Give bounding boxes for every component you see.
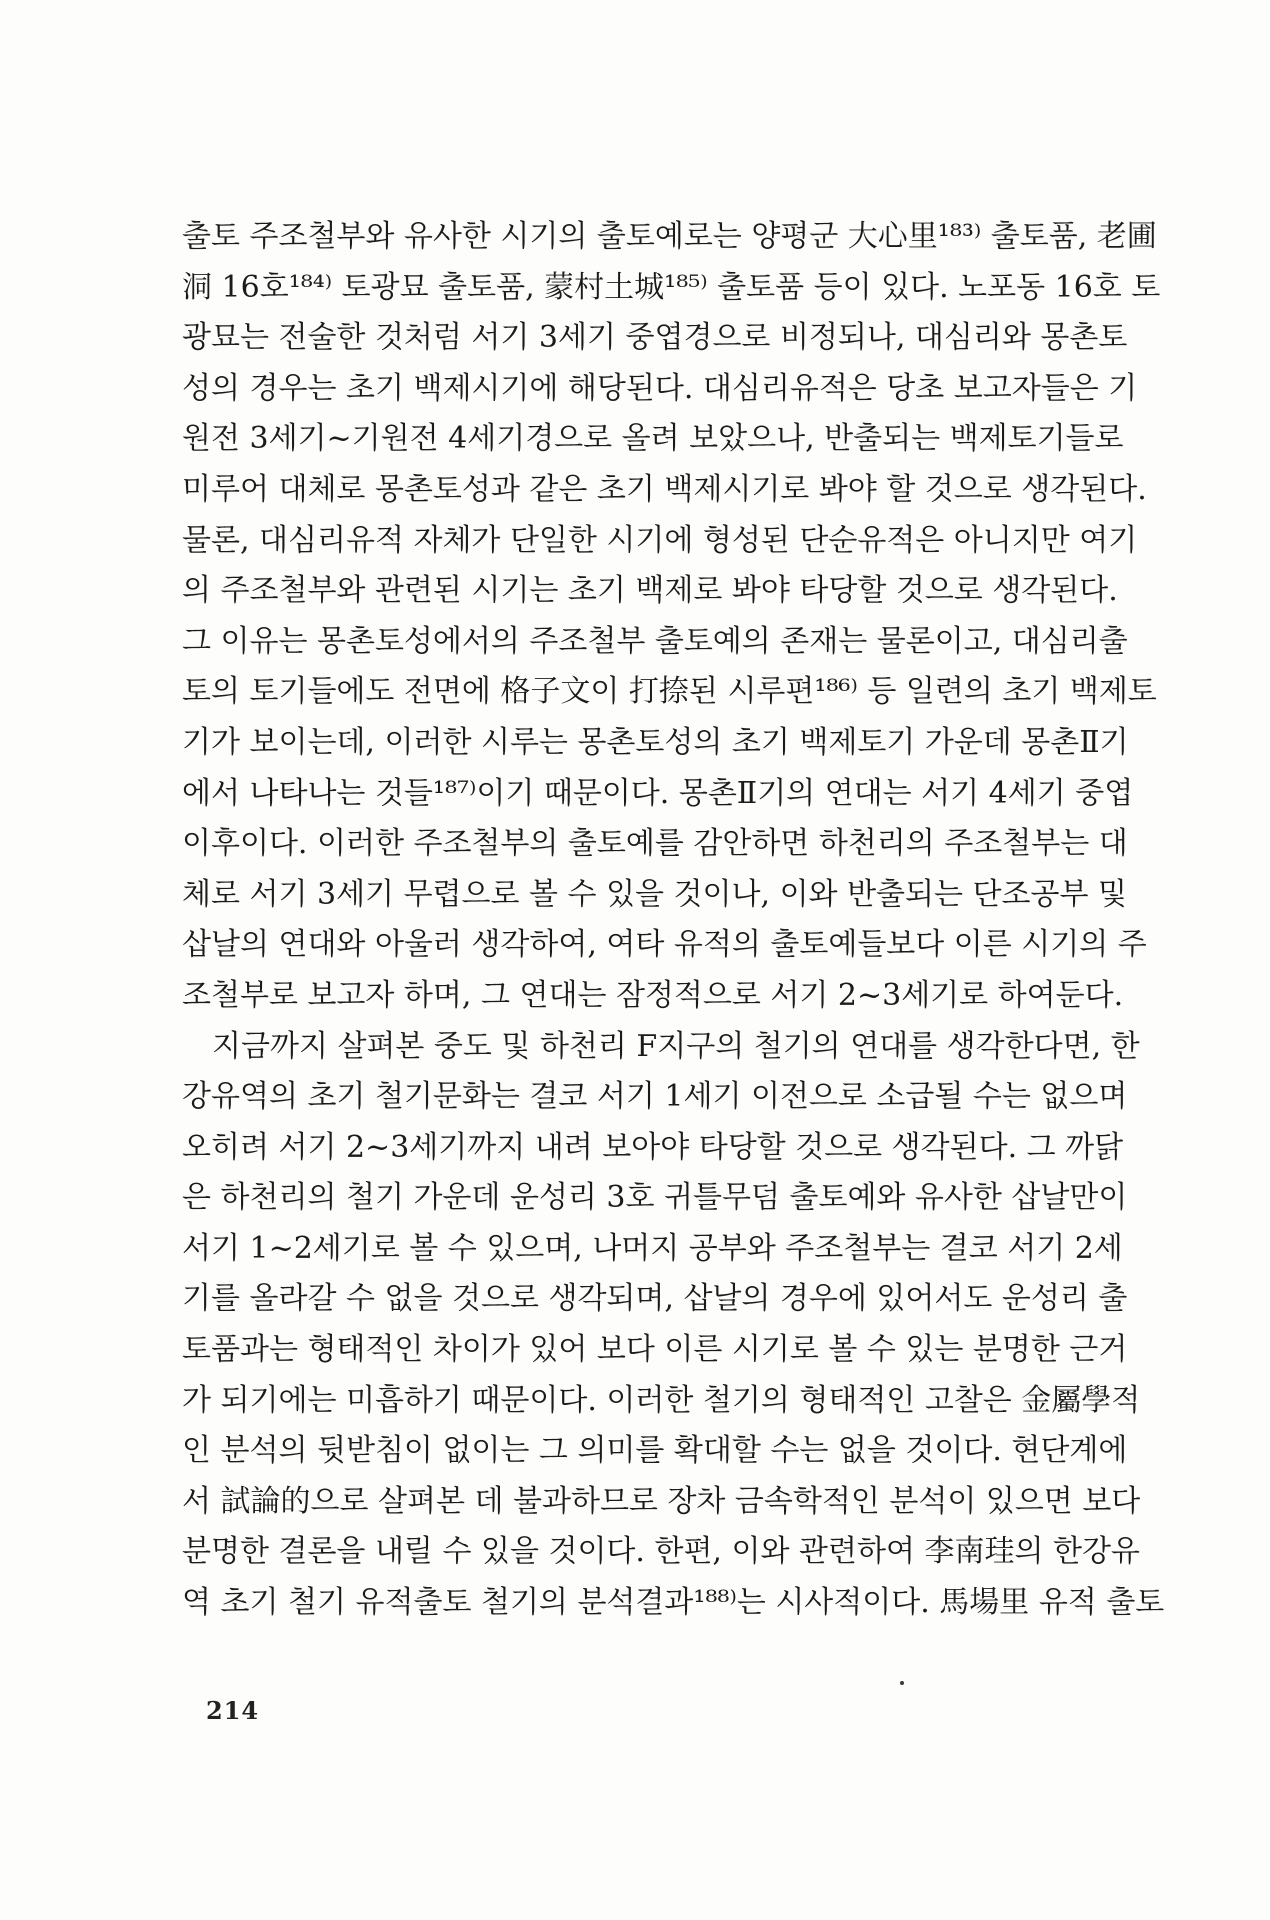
text-line-27: 분명한 결론을 내릴 수 있을 것이다. 한편, 이와 관련하여 李南珪의 한강유: [182, 1534, 1140, 1570]
text-line-15: 삽날의 연대와 아울러 생각하여, 여타 유적의 출토예들보다 이른 시기의 주: [182, 927, 1147, 963]
body-text: [182, 212, 1165, 1629]
text-line-10: 토의 토기들에도 전면에 格子文이 打捺된 시루편¹⁸⁶⁾ 등 일련의 초기 백제토: [182, 674, 1157, 710]
text-line-22: 기를 올라갈 수 없을 것으로 생각되며, 삽날의 경우에 있어서도 운성리 출: [182, 1281, 1128, 1317]
text-line-17: 지금까지 살펴본 중도 및 하천리 F지구의 철기의 연대를 생각한다면, 한: [212, 1028, 1140, 1064]
text-line-9: 그 이유는 몽촌토성에서의 주조철부 출토예의 존재는 물론이고, 대심리출: [182, 623, 1128, 659]
text-line-25: 인 분석의 뒷받침이 없이는 그 의미를 확대할 수는 없을 것이다. 현단계에: [182, 1433, 1128, 1469]
text-line-23: 토품과는 형태적인 차이가 있어 보다 이른 시기로 볼 수 있는 분명한 근거: [182, 1332, 1128, 1368]
text-line-13: 이후이다. 이러한 주조철부의 출토예를 감안하면 하천리의 주조철부는 대: [182, 826, 1128, 862]
ink-speck: [900, 1681, 904, 1685]
text-line-2: 洞 16호¹⁸⁴⁾ 토광묘 출토품, 蒙村土城¹⁸⁵⁾ 출토품 등이 있다. 노포동 16호 토: [182, 269, 1161, 305]
text-line-19: 오히려 서기 2~3세기까지 내려 보아야 타당할 것으로 생각된다. 그 까닭: [182, 1129, 1124, 1165]
text-line-4: 성의 경우는 초기 백제시기에 해당된다. 대심리유적은 당초 보고자들은 기: [182, 370, 1138, 406]
text-line-21: 서기 1~2세기로 볼 수 있으며, 나머지 공부와 주조철부는 결코 서기 2세: [182, 1230, 1123, 1266]
text-line-6: 미루어 대체로 몽촌토성과 같은 초기 백제시기로 봐야 할 것으로 생각된다.: [182, 471, 1147, 507]
text-line-28: 역 초기 철기 유적출토 철기의 분석결과¹⁸⁸⁾는 시사적이다. 馬場里 유적 출토: [182, 1585, 1165, 1621]
text-line-26: 서 試論的으로 살펴본 데 불과하므로 장차 금속학적인 분석이 있으면 보다: [182, 1483, 1141, 1519]
text-line-16: 조철부로 보고자 하며, 그 연대는 잠정적으로 서기 2~3세기로 하여둔다.: [182, 977, 1124, 1013]
text-line-5: 원전 3세기~기원전 4세기경으로 올려 보았으나, 반출되는 백제토기들로: [182, 421, 1124, 457]
text-line-18: 강유역의 초기 철기문화는 결코 서기 1세기 이전으로 소급될 수는 없으며: [182, 1079, 1128, 1115]
text-line-3: 광묘는 전술한 것처럼 서기 3세기 중엽경으로 비정되나, 대심리와 몽촌토: [182, 320, 1128, 356]
text-line-12: 에서 나타나는 것들¹⁸⁷⁾이기 때문이다. 몽촌Ⅱ기의 연대는 서기 4세기 중엽: [182, 775, 1134, 811]
page-number: 214: [206, 1696, 260, 1725]
text-line-7: 물론, 대심리유적 자체가 단일한 시기에 형성된 단순유적은 아니지만 여기: [182, 522, 1138, 558]
text-line-8: 의 주조철부와 관련된 시기는 초기 백제로 봐야 타당할 것으로 생각된다.: [182, 573, 1118, 609]
text-line-11: 기가 보이는데, 이러한 시루는 몽촌토성의 초기 백제토기 가운데 몽촌Ⅱ기: [182, 724, 1129, 760]
text-line-20: 은 하천리의 철기 가운데 운성리 3호 귀틀무덤 출토예와 유사한 삽날만이: [182, 1180, 1128, 1216]
text-line-14: 체로 서기 3세기 무렵으로 볼 수 있을 것이나, 이와 반출되는 단조공부 및: [182, 876, 1127, 912]
text-line-1: 출토 주조철부와 유사한 시기의 출토예로는 양평군 大心里¹⁸³⁾ 출토품, 老圃: [182, 219, 1157, 254]
text-line-24: 가 되기에는 미흡하기 때문이다. 이러한 철기의 형태적인 고찰은 金屬學적: [182, 1382, 1141, 1418]
